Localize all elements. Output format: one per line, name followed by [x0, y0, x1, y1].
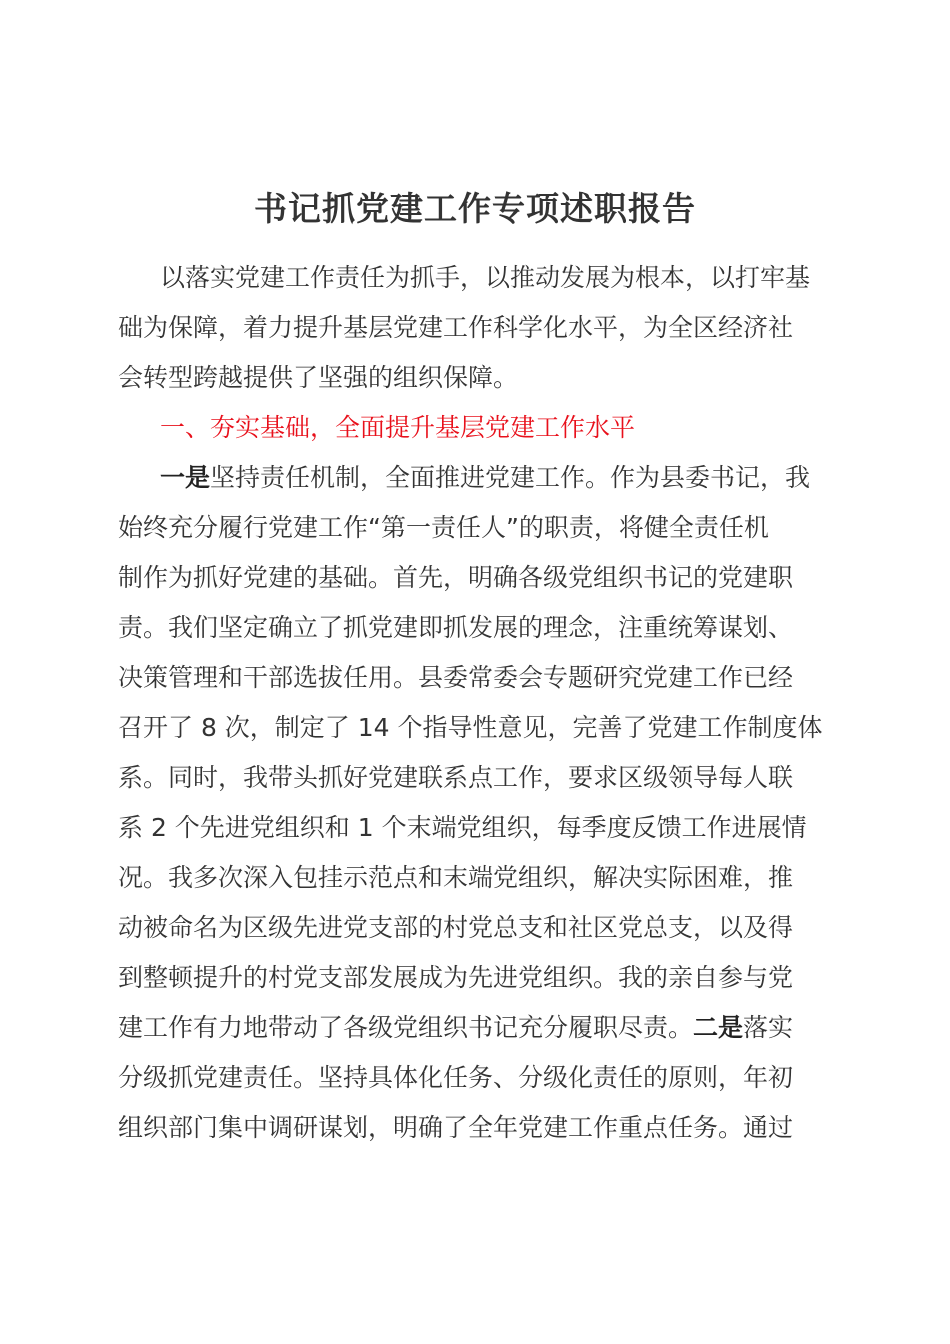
- paragraph-line: 始终充分履行党建工作“第一责任人”的职责，将健全责任机: [118, 513, 769, 542]
- paragraph-line: 决策管理和干部选拔任用。县委常委会专题研究党建工作已经: [118, 663, 794, 692]
- bold-marker: 二是: [693, 1013, 744, 1042]
- document-title: 书记抓党建工作专项述职报告: [254, 189, 696, 228]
- paragraph-line: [118, 1010, 830, 1046]
- paragraph-line: 组织部门集中调研谋划，明确了全年党建工作重点任务。通过: [118, 1113, 794, 1142]
- paragraph-line: 到整顿提升的村党支部发展成为先进党组织。我的亲自参与党: [118, 963, 794, 992]
- paragraph-line: [160, 460, 830, 496]
- paragraph-line: 动被命名为区级先进党支部的村党总支和社区党总支，以及得: [118, 913, 794, 942]
- paragraph-text: 落实: [743, 1013, 794, 1042]
- paragraph-text: 坚持责任机制，全面推进党建工作。作为县委书记，我: [210, 463, 811, 492]
- paragraph-line: 责。我们坚定确立了抓党建即抓发展的理念，注重统筹谋划、: [118, 613, 794, 642]
- paragraph-text: 建工作有力地带动了各级党组织书记充分履职尽责。: [118, 1013, 694, 1042]
- paragraph-line: 系。同时，我带头抓好党建联系点工作，要求区级领导每人联: [118, 763, 794, 792]
- paragraph-line: 系 2 个先进党组织和 1 个末端党组织，每季度反馈工作进展情: [118, 813, 807, 842]
- intro-line-3: 会转型跨越提供了坚强的组织保障。: [118, 363, 519, 392]
- intro-line-2: 础为保障，着力提升基层党建工作科学化水平，为全区经济社: [118, 313, 794, 342]
- section-heading: 一、夯实基础，全面提升基层党建工作水平: [160, 413, 636, 442]
- paragraph-line: 分级抓党建责任。坚持具体化任务、分级化责任的原则，年初: [118, 1063, 794, 1092]
- paragraph-line: 况。我多次深入包挂示范点和末端党组织，解决实际困难，推: [118, 863, 794, 892]
- intro-line-1: 以落实党建工作责任为抓手，以推动发展为根本，以打牢基: [160, 263, 811, 292]
- bold-marker: 一是: [160, 463, 211, 492]
- paragraph-line: 制作为抓好党建的基础。首先，明确各级党组织书记的党建职: [118, 563, 794, 592]
- paragraph-line: 召开了 8 次，制定了 14 个指导性意见，完善了党建工作制度体: [118, 713, 823, 742]
